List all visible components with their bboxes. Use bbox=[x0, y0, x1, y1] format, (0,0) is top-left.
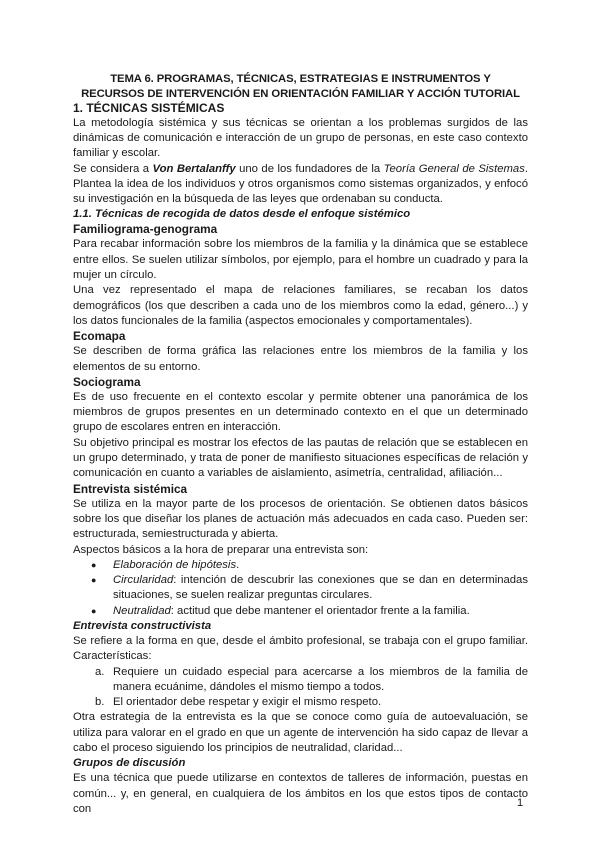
title-line-1: TEMA 6. PROGRAMAS, TÉCNICAS, ESTRATEGIAS E INSTRUMENTOS Y bbox=[110, 73, 491, 85]
list-marker: a. bbox=[95, 665, 105, 678]
ecomapa-paragraph: Se describen de forma gráfica las relaciones entre los miembros de la familia y los elementos de su entorno. bbox=[73, 345, 528, 373]
list-item-text: . bbox=[236, 558, 240, 571]
list-item bbox=[95, 695, 528, 710]
ecomapa-heading: Ecomapa bbox=[73, 329, 126, 344]
entrevista-sistemica-paragraph-2: Aspectos básicos a la hora de preparar una entrevista son: bbox=[73, 543, 369, 556]
entrevista-sistemica-paragraph-1: Se utiliza en la mayor parte de los procesos de orientación. Se obtienen datos básicos sobre los que diseñar los planes de actuación más adecuados en cada caso. Pueden ser: estructurada, semiestructurada y abierta. bbox=[73, 497, 528, 541]
list-item-text: Requiere un cuidado especial para acercarse a los miembros de la familia de manera ecuánime, dándoles el mismo tiempo a todos. bbox=[113, 665, 528, 693]
text-run: . Plantea la idea de los individuos y otros organismos como sistemas organizados, y enfocó su investigación en la búsqueda de las leyes que ordenaban su conducta. bbox=[73, 162, 528, 206]
document-title bbox=[79, 72, 522, 101]
aspectos-list bbox=[73, 558, 528, 619]
familiograma-heading: Familiograma-genograma bbox=[73, 222, 218, 237]
text-run: Se considera a bbox=[73, 162, 153, 175]
familiograma-paragraph-1: Para recabar información sobre los miembros de la familia y la dinámica que se establece entre ellos. Se suelen utilizar símbolos, por ejemplo, para el hombre un cuadrado y para la mujer un círculo. bbox=[73, 238, 528, 282]
page-content bbox=[73, 72, 528, 817]
list-item-term: Neutralidad bbox=[113, 604, 171, 617]
section-1-heading: 1. TÉCNICAS SISTÉMICAS bbox=[73, 101, 225, 116]
section-1-paragraph-2 bbox=[73, 162, 528, 208]
title-line-2: RECURSOS DE INTERVENCIÓN EN ORIENTACIÓN FAMILIAR Y ACCIÓN TUTORIAL bbox=[81, 87, 520, 100]
list-item-term: Circularidad bbox=[113, 574, 174, 587]
grupos-discusion-paragraph: Es una técnica que puede utilizarse en contextos de talleres de información, puestas en común... y, en general, en cualquiera de los ámbitos en los que estos tipos de contacto con bbox=[73, 772, 528, 815]
list-item-text: El orientador debe respetar y exigir el mismo respeto. bbox=[113, 696, 382, 709]
author-name: Von Bertalanffy bbox=[152, 162, 236, 175]
grupos-discusion-heading: Grupos de discusión bbox=[73, 757, 186, 770]
sociograma-paragraph-1: Es de uso frecuente en el contexto escolar y permite obtener una panorámica de los miembros de grupos presentes en un determinado contexto en el que un determinado grupo de escolares entren en interacción. bbox=[73, 390, 528, 434]
list-item bbox=[91, 558, 528, 573]
entrevista-constructivista-paragraph-1: Se refiere a la forma en que, desde el ámbito profesional, se trabaja con el grupo familiar. Características: bbox=[73, 635, 528, 663]
list-item bbox=[95, 665, 528, 696]
list-item-text: : actitud que debe mantener el orientador frente a la familia. bbox=[170, 604, 470, 617]
sociograma-paragraph-2: Su objetivo principal es mostrar los efectos de las pautas de relación que se establecen en un grupo determinado, y trata de poner de manifiesto situaciones específicas de relación y comunicación en cuanto a variables de aislamiento, asimetría, centralidad, afiliación... bbox=[73, 436, 528, 480]
list-marker: b. bbox=[95, 696, 105, 709]
entrevista-sistemica-heading: Entrevista sistémica bbox=[73, 481, 188, 496]
list-item-text: : intención de descubrir las conexiones que se dan en determinadas situaciones, se suelen realizar preguntas circulares. bbox=[113, 574, 528, 602]
text-run: uno de los fundadores de la bbox=[235, 162, 384, 175]
theory-name: Teoría General de Sistemas bbox=[383, 162, 525, 175]
entrevista-constructivista-paragraph-2: Otra estrategia de la entrevista es la que se conoce como guía de autoevaluación, se utiliza para valorar en el grado en que un agente de intervención ha sido capaz de llevar a cabo el proceso siguiendo los principios de neutralidad, claridad... bbox=[73, 711, 528, 755]
section-1-paragraph-1: La metodología sistémica y sus técnicas se orientan a los problemas surgidos de las dinámicas de comunicación e interacción de un grupo de personas, en este caso contexto familiar y escolar. bbox=[73, 116, 528, 160]
list-item bbox=[91, 604, 528, 619]
list-item bbox=[91, 573, 528, 604]
sociograma-heading: Sociograma bbox=[73, 374, 141, 389]
caracteristicas-list bbox=[73, 665, 528, 711]
bullet-icon: ● bbox=[91, 559, 97, 570]
section-1-1-heading: 1.1. Técnicas de recogida de datos desde el enfoque sistémico bbox=[73, 208, 411, 221]
entrevista-constructivista-heading: Entrevista constructivista bbox=[73, 620, 212, 632]
page-number: 1 bbox=[517, 797, 524, 809]
bullet-icon: ● bbox=[91, 605, 97, 616]
list-item-term: Elaboración de hipótesis bbox=[113, 558, 237, 571]
familiograma-paragraph-2: Una vez representado el mapa de relaciones familiares, se recaban los datos demográficos (los que describen a cada uno de los miembros como la edad, género...) y los datos funcionales de la familia (aspectos emocionales y comportamentales). bbox=[73, 284, 528, 327]
bullet-icon: ● bbox=[91, 575, 97, 586]
